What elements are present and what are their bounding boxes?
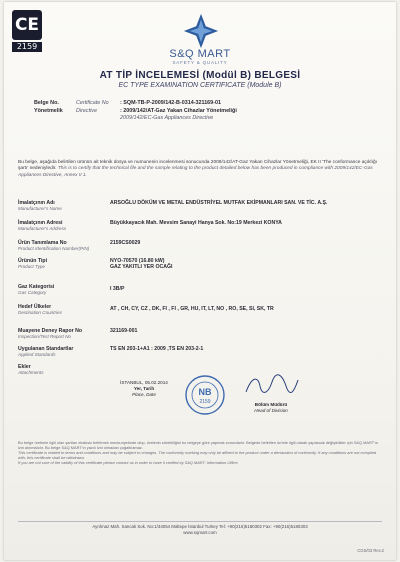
star-logo-icon	[182, 12, 220, 50]
field-value-manufacturer-address: Büyükkayacık Mah. Mevsim Sanayi Hanya Sok. No:19 Merkezi KONYA	[110, 220, 282, 226]
field-label-applied-standards: Uygulanan Standartlar Applied Standards	[18, 346, 74, 358]
field-value-pin: 2159CS0029	[110, 240, 141, 246]
field-value-destination-countries: AT , CH, CY, CZ , DK, FI , FI , GR, HU, IT, LT, NO , RO, SE, SI, SK, TR	[110, 306, 274, 312]
footer-divider	[18, 521, 382, 522]
field-label-attachments: Ekler Attachments	[18, 364, 44, 376]
field-value-report-no: 321169-001	[110, 328, 138, 334]
signature-icon	[242, 372, 302, 398]
svg-text:NB: NB	[198, 387, 212, 397]
field-value-product-type: NYO-70570 (16.80 kW) GAZ YAKITLI YER OCAĞI	[110, 258, 173, 271]
certificate-page: CE 2159 S&Q MART SAFETY & QUALITY AT TİP İNCELEMESİ (Modül B) BELGESİ EC TYPE EXAMINATION CERTIFICATE (Module B) Belge No. Certificate No : SQM-TB-P-2009/142-B-0314-321169-01 Yönetmelik Directive : 2009/142/AT-Gaz Yakan Cihazlar Yönetmeliği 2009/142/EC-Gas Appliances Directive Bu belge, aşağıda belirtilen ürünün ait teknik dosya ve numunenin incelenmesi sonucunda 2009/142/AT-Gaz Yakan Cihazlar Yönetmeliği, EK II 'The conformance açıklığı şartı' nedeniyledir. This is to certify that the technical file and the sample relating to the product detailed below has been produced in compliance with 2009/142/EC-Gas Appliances Directive, Annex II 1. İmalatçının Adı Manufacturer's Name ARSOĞLU DÖKÜM VE METAL ENDÜSTRİYEL MUTFAK EKİPMANLARI SAN. VE TİC. A.Ş. İmalatçının Adresi Manufacturer's Address Büyükkayacık Mah. Mevsim Sanayi Hanya Sok. No:19 Merkezi KONYA Ürün Tanımlama No Product Identification Number(PIN) 2159CS0029 Ürünün Tipi Product Type NYO-70570 (16.80 kW) GAZ YAKITLI YER OCAĞI Gaz Kategorisi Gas Category I 3B/P Hedef Ülkeler Destination Countries AT , CH, CY, CZ , DK, FI , FI , GR, HU, IT, LT, NO , RO, SE, SI, SK, TR Muayene Deney Rapor No Inspection/Test Report No 321169-001 Uygulanan Standartlar Applied Standards TS EN 203-1+A1 : 2009 ,TS EN 203-2-1 Ekler Attachments İSTANBUL, 05.02.2014 Yer, Tarih Place, Date NB 2159 Bölüm Müdürü Head of Division Bu belge üretimle ilgili olan şartları eksiksiz belirtmek mecburiyetinde olup, üretimin sürekliliğini bu belgeye göre yapmak zorundadır. Belgede belirtilen ürünle ilgili olarak yapılacak değişiklikler için S&Q MART'ın izni alınmalıdır. Bu belge S&Q MART'ın yazılı izni olmadan çoğaltılamaz. This certificate is related to terms and conditions and may be subject to changes. The conformity marking may only be affixed to the product under a declaration of conformity. If any conditions are not complied with, this certificate shall be withdrawn. If you are not sure of the validity of this certificate please contact us in order to have it verified by S&Q MART. Information Office. Ayrılmaz Mah. Sancak Sok. No:1/34054 Maltepe İstanbul Turkey Tel: +90(216)5180302 Fax: +90(216)5180303 www.sqmart.com CGS/03 Rev.2	[4, 2, 396, 560]
field-label-manufacturer-name: İmalatçının Adı Manufacturer's Name	[18, 200, 62, 212]
footer-website: www.sqmart.com	[183, 530, 217, 535]
place-date: İSTANBUL, 05.02.2014 Yer, Tarih Place, Date	[120, 380, 168, 397]
brand-tagline: SAFETY & QUALITY	[172, 60, 228, 65]
field-value-manufacturer-name: ARSOĞLU DÖKÜM VE METAL ENDÜSTRİYEL MUTFAK EKİPMANLARI SAN. VE TİC. A.Ş.	[110, 200, 328, 206]
field-label-pin: Ürün Tanımlama No Product Identification Number(PIN)	[18, 240, 90, 252]
footer: Ayrılmaz Mah. Sancak Sok. No:1/34054 Maltepe İstanbul Turkey Tel: +90(216)5180302 Fax: +90(216)5180303 www.sqmart.com	[4, 524, 396, 536]
field-value-applied-standards: TS EN 203-1+A1 : 2009 ,TS EN 203-2-1	[110, 346, 204, 352]
field-label-manufacturer-address: İmalatçının Adresi Manufacturer's Address	[18, 220, 67, 232]
page-title: AT TİP İNCELEMESİ (Modül B) BELGESİ	[99, 70, 301, 81]
notified-body-seal-icon	[184, 374, 226, 416]
intro-text: Bu belge, aşağıda belirtilen ürünün ait teknik dosya ve numunenin incelenmesi sonucunda 2009/142/AT-Gaz Yakan Cihazlar Yönetmeliği, EK II 'The conformance açıklığı şartı' nedeniyledir. This is to certify that the technical file and the sample relating to the product detailed below has been produced in compliance with 2009/142/EC-Gas Appliances Directive, Annex II 1.	[18, 160, 377, 178]
field-label-destination-countries: Hedef Ülkeler Destination Countries	[18, 304, 62, 316]
field-label-product-type: Ürünün Tipi Product Type	[18, 258, 48, 270]
legal-notes: Bu belge üretimle ilgili olan şartları eksiksiz belirtmek mecburiyetinde olup, üretimin sürekliliğini bu belgeye göre yapmak zorundadır. Belgede belirtilen ürünle ilgili olarak yapılacak değişiklikler için S&Q MART'ın izni alınmalıdır. Bu belge S&Q MART'ın yazılı izni olmadan çoğaltılamaz. This certificate is related to terms and conditions and may be subject to changes. The conformity marking may only be affixed to the product under a declaration of conformity. If any conditions are not complied with, this certificate shall be withdrawn. If you are not sure of the validity of this certificate please contact us in order to have it verified by S&Q MART. Information Office.	[18, 440, 379, 466]
page-subtitle: EC TYPE EXAMINATION CERTIFICATE (Module B)	[118, 82, 282, 89]
document-reference: CGS/03 Rev.2	[357, 548, 384, 553]
field-label-report-no: Muayene Deney Rapor No Inspection/Test Report No	[18, 328, 82, 340]
brand-name: S&Q MART	[169, 48, 231, 60]
svg-text:2159: 2159	[199, 399, 211, 405]
signer-role: Bölüm Müdürü Head of Division	[254, 402, 288, 413]
field-value-gas-category: I 3B/P	[110, 286, 125, 292]
ce-mark: CE	[12, 10, 42, 40]
ce-number: 2159	[12, 42, 42, 52]
field-label-gas-category: Gaz Kategorisi Gas Category	[18, 284, 55, 296]
